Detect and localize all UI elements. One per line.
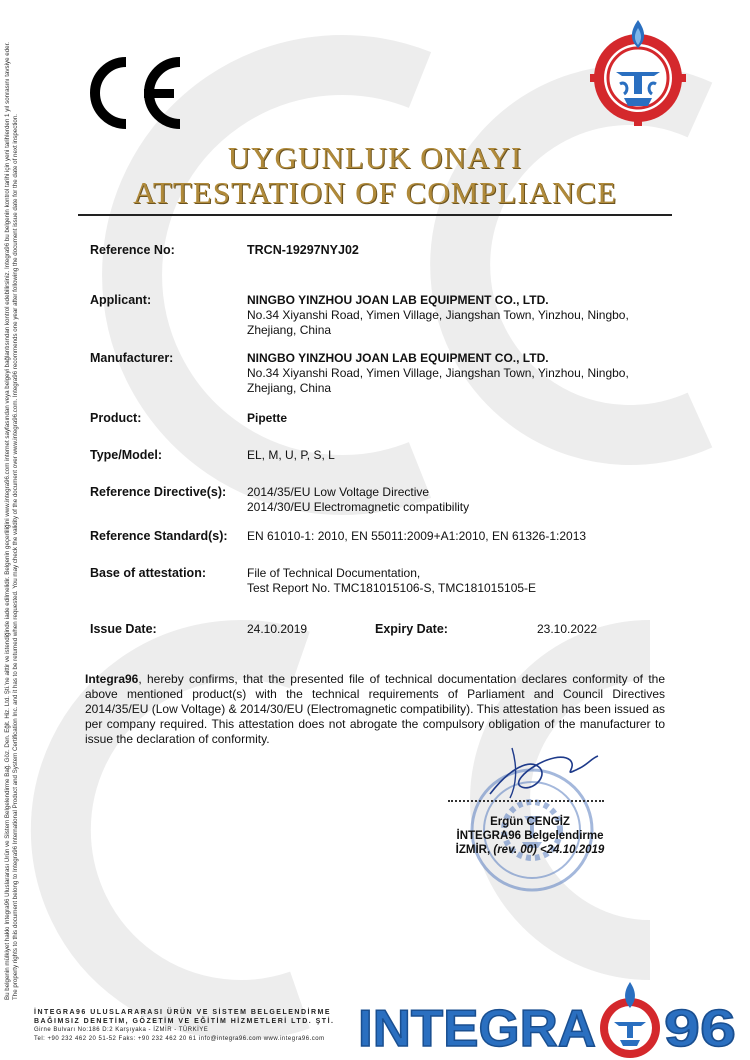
base-line2: Test Report No. TMC181015106-S, TMC181015105-E (247, 581, 537, 595)
signature-revision: (rev. 00) <24.10.2019 (493, 844, 605, 856)
footer-logo-text-left: INTEGRA (358, 1000, 596, 1058)
integra96-footer-logo (358, 980, 743, 1060)
reference-directive-label: Reference Directive(s): (90, 485, 227, 499)
attestation-statement (85, 672, 665, 747)
applicant-name: NINGBO YINZHOU JOAN LAB EQUIPMENT CO., LTD. (247, 293, 549, 307)
expiry-date-value: 23.10.2022 (537, 622, 598, 636)
base-of-attestation-label: Base of attestation: (90, 566, 206, 580)
type-model-label: Type/Model: (90, 448, 162, 462)
side-legal-text (4, 30, 30, 1000)
reference-label: Reference No: (90, 243, 175, 257)
type-model-value: EL, M, U, P, S, L (247, 448, 335, 462)
manufacturer-address-line2: Zhejiang, China (247, 381, 332, 395)
base-line1: File of Technical Documentation, (247, 566, 421, 580)
applicant-value (247, 293, 667, 338)
ce-mark-icon (78, 54, 186, 132)
footer-emblem-icon (600, 982, 660, 1058)
product-label: Product: (90, 411, 142, 425)
footer-company-line1: İNTEGRA96 ULUSLARARASI ÜRÜN VE SİSTEM BELGELENDİRME (34, 1009, 332, 1016)
issue-date-label: Issue Date: (90, 622, 157, 636)
applicant-label: Applicant: (90, 293, 152, 307)
footer-address-line: Girne Bulvarı No:186 D:2 Karşıyaka - İZMİR - TÜRKİYE (34, 1027, 209, 1033)
statement-text: , hereby confirms, that the presented file of technical documentation declares conformity of the above mentioned product(s) with the technical requirements of Parliament and Council Directives 2014/35/EU (Low Voltage) & 2014/30/EU (Electromagnetic compatibility). This attestation has been issued as per company required. This attestation does not abrogate the compulsory obligation of the manufacturer to issue the declaration of conformity. (85, 672, 665, 746)
directive-line2: 2014/30/EU Electromagnetic compatibility (247, 500, 470, 514)
applicant-address-line1: No.34 Xiyanshi Road, Yimen Village, Jiangshan Town, Yinzhou, Ningbo, (247, 308, 629, 322)
manufacturer-address-line1: No.34 Xiyanshi Road, Yimen Village, Jiangshan Town, Yinzhou, Ningbo, (247, 366, 629, 380)
base-of-attestation-value (247, 566, 667, 596)
signature-location: İZMİR, (455, 844, 494, 856)
footer-company-line2: BAĞIMSIZ DENETİM, GÖZETİM VE EĞİTİM HİZMETLERİ LTD. ŞTİ. (34, 1018, 335, 1025)
footer-contact-line: Tel: +90 232 462 20 51-52 Faks: +90 232 462 20 61 info@integra96.com www.integra96.com (34, 1036, 325, 1042)
side-text-tr: Bu belgenin mülkiyet hakkı İntegra96 Uluslararası Ürün ve Sistem Belgelendirme Bağ. Göz. Den. Eğit. Hiz. Ltd. Şti.'ne aittir ve istendiğinde iade edilmelidir. Belgenin geçerliliğini www.integra96.com internet sayfasından veya belgeyi bağlantısından kontrol edebilirsiniz. İntegra96 bu belgenin kontrol tarihi için yeni tarihlerden 1 yıl sonrasını tavsiye eder. (4, 41, 11, 1000)
side-text-en: The property rights to this document belong to Integra96 International Product and System Certification Inc. and it has to be returned when requested. You may check the validity of the document over www.integra96.com. Integra96 recommends one year after following the document issue date for the date of next inspection. (12, 113, 19, 1000)
issue-date-value: 24.10.2019 (247, 622, 308, 636)
reference-value: TRCN-19297NYJ02 (247, 243, 359, 257)
title-divider (78, 214, 672, 216)
reference-standard-value: EN 61010-1: 2010, EN 55011:2009+A1:2010, EN 61326-1:2013 (247, 529, 587, 543)
statement-company: Integra96 (85, 672, 139, 686)
manufacturer-name: NINGBO YINZHOU JOAN LAB EQUIPMENT CO., LTD. (247, 351, 549, 365)
reference-standard-label: Reference Standard(s): (90, 529, 228, 543)
applicant-address-line2: Zhejiang, China (247, 323, 332, 337)
footer-address (34, 1008, 349, 1044)
expiry-date-label: Expiry Date: (375, 622, 448, 636)
reference-directive-value (247, 485, 667, 515)
signature-location-revision (440, 843, 620, 857)
signatory-name: Ergün CENGİZ (490, 816, 570, 828)
manufacturer-value (247, 351, 667, 396)
title-turkish: UYGUNLUK ONAYI (227, 140, 523, 175)
directive-line1: 2014/35/EU Low Voltage Directive (247, 485, 430, 499)
signature-line (448, 800, 604, 802)
title-english: ATTESTATION OF COMPLIANCE (132, 175, 618, 210)
signatory-organization: İNTEGRA96 Belgelendirme (456, 830, 604, 842)
integra96-emblem-icon (588, 16, 688, 128)
signature-block (440, 815, 620, 857)
footer-logo-text-right: 96 (664, 1000, 736, 1058)
product-value: Pipette (247, 411, 288, 425)
manufacturer-label: Manufacturer: (90, 351, 174, 365)
